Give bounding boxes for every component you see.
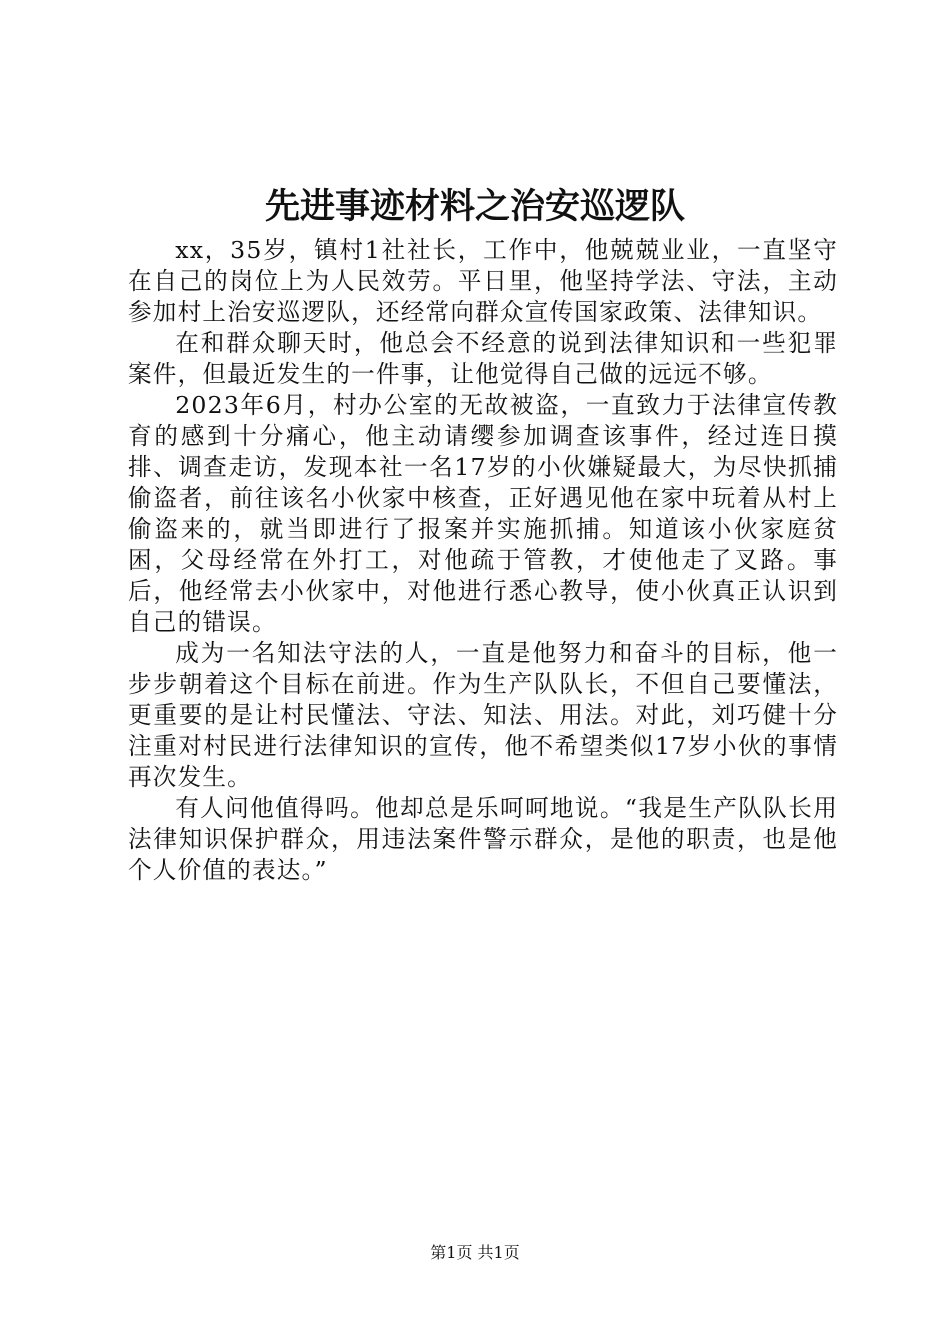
paragraph: xx，35岁，镇村1社社长，工作中，他兢兢业业，一直坚守在自己的岗位上为人民效劳。平日里，他坚持学法、守法，主动参加村上治安巡逻队，还经常向群众宣传国家政策、法律知识。 (128, 236, 838, 326)
page-number-footer: 第1页 共1页 (430, 1243, 520, 1262)
paragraph: 2023年6月，村办公室的无故被盗，一直致力于法律宣传教育的感到十分痛心，他主动请缨参加调查该事件，经过连日摸排、调查走访，发现本社一名17岁的小伙嫌疑最大，为尽快抓捕偷盗者，前往该名小伙家中核查，正好遇见他在家中玩着从村上偷盗来的，就当即进行了报案并实施抓捕。知道该小伙家庭贫困，父母经常在外打工，对他疏于管教，才使他走了叉路。事后，他经常去小伙家中，对他进行悉心教导，使小伙真正认识到自己的错误。 (128, 391, 838, 636)
paragraph: 成为一名知法守法的人，一直是他努力和奋斗的目标，他一步步朝着这个目标在前进。作为生产队队长，不但自己要懂法，更重要的是让村民懂法、守法、知法、用法。对此，刘巧健十分注重对村民进行法律知识的宣传，他不希望类似17岁小伙的事情再次发生。 (128, 639, 838, 791)
paragraph: 有人问他值得吗。他却总是乐呵呵地说。“我是生产队队长用法律知识保护群众，用违法案件警示群众，是他的职责，也是他个人价值的表达。” (128, 794, 838, 884)
paragraph: 在和群众聊天时，他总会不经意的说到法律知识和一些犯罪案件，但最近发生的一件事，让他觉得自己做的远远不够。 (128, 329, 838, 388)
document-body (128, 235, 838, 886)
document-title: 先进事迹材料之治安巡逻队 (264, 186, 685, 227)
